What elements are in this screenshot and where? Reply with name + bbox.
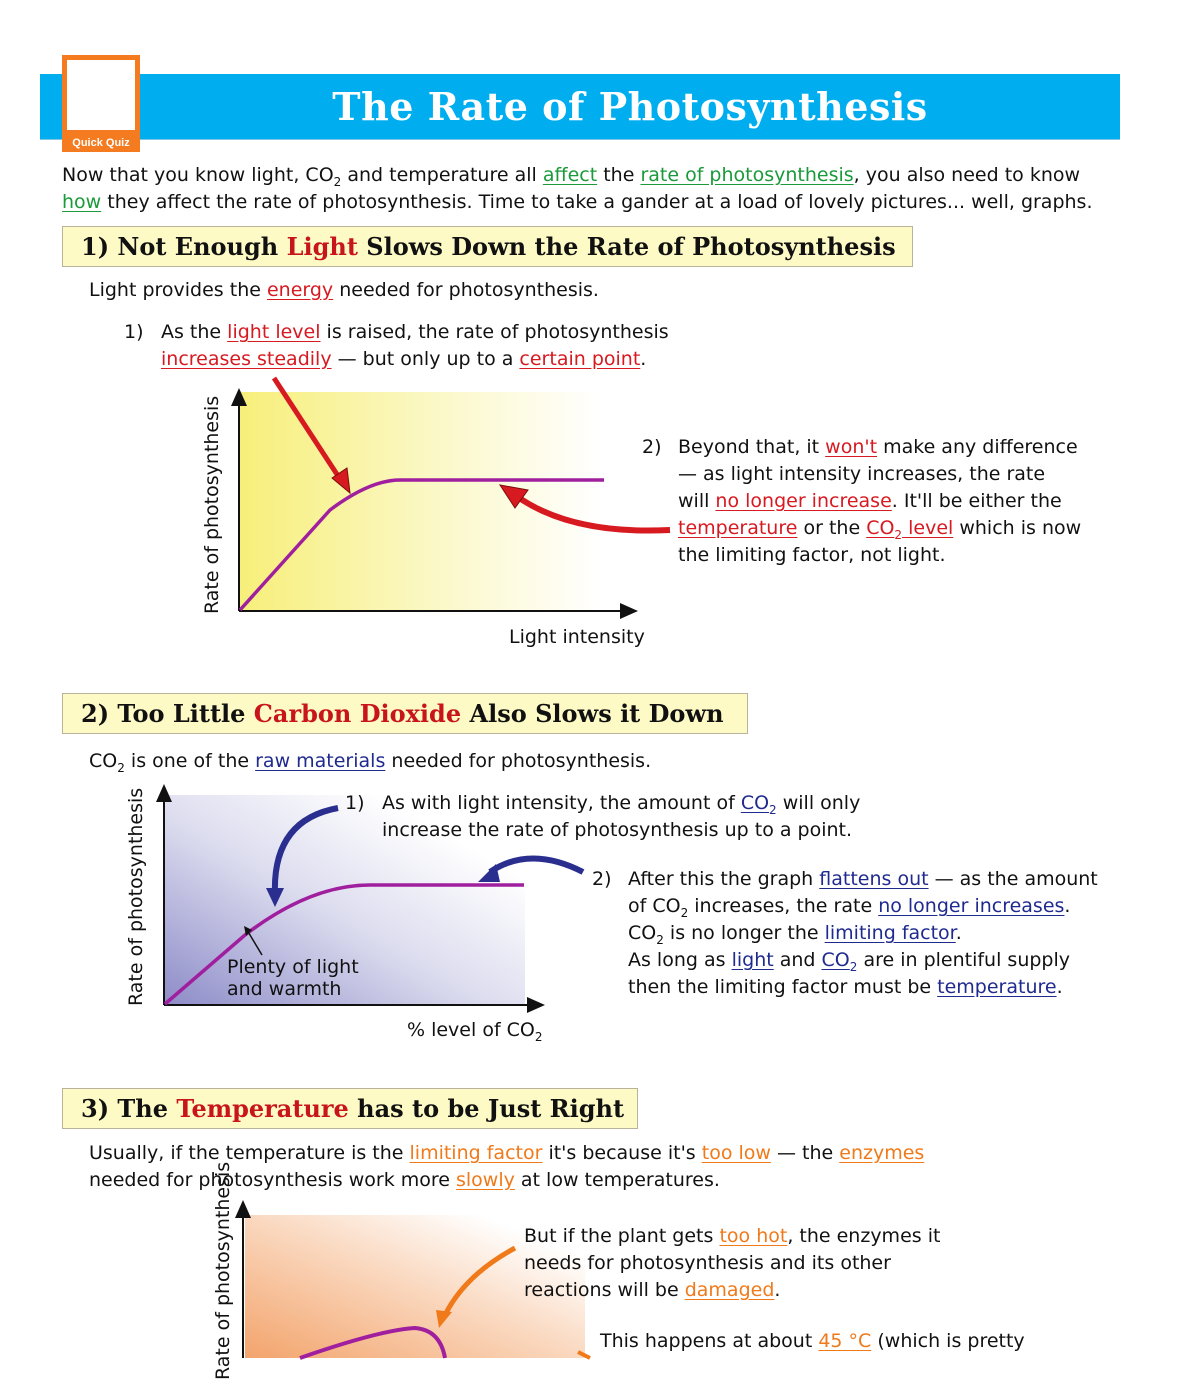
link-damaged[interactable]: damaged [684, 1279, 775, 1301]
link-raw-materials[interactable]: raw materials [255, 750, 386, 772]
section-2-point-2-num: 2) [592, 868, 612, 890]
section-2-lead: $CO_2$ is one of the raw materials needed for photosynthesis. [89, 750, 652, 775]
link-co2-level[interactable]: $CO_2$ level [866, 517, 954, 542]
link-affect[interactable]: affect [542, 164, 598, 186]
link-increases-steadily[interactable]: increases steadily [161, 348, 332, 370]
graph-2-x-axis-label: % level of $CO_2$ [407, 1019, 543, 1044]
section-2-heading: 2) Too Little Carbon Dioxide Also Slows it Down [62, 693, 748, 734]
link-co2-supply[interactable]: $CO_2$ [821, 949, 858, 974]
link-enzymes[interactable]: enzymes [839, 1142, 925, 1164]
link-certain-point[interactable]: certain point [519, 348, 641, 370]
section-1-lead: Light provides the energy needed for photosynthesis. [89, 279, 599, 301]
section-1-heading: 1) Not Enough Light Slows Down the Rate of Photosynthesis [62, 226, 913, 267]
intro-line-1: Now that you know light, $CO_2$ and temperature all affect the rate of photosynthesis, you also need to know [62, 164, 1081, 189]
link-rate-of-photosynthesis[interactable]: rate of photosynthesis [640, 164, 854, 186]
link-co2[interactable]: $CO_2$ [740, 792, 777, 817]
section-1-point-1: As the light level is raised, the rate of photosynthesis increases steadily — but only up to a certain point. [161, 321, 669, 370]
link-flattens-out[interactable]: flattens out [819, 868, 929, 890]
section-2-point-1: As with light intensity, the amount of $CO_2$ will only increase the rate of photosynthesis up to a point. [382, 792, 861, 841]
link-temperature[interactable]: temperature [678, 517, 798, 539]
section-1-point-2-num: 2) [642, 436, 662, 458]
link-too-hot[interactable]: too hot [719, 1225, 788, 1247]
section-3-lead: Usually, if the temperature is the limiting factor it's because it's too low — the enzymes needed for photosynthesis work more slowly at low temperatures. [89, 1142, 925, 1191]
quick-quiz-label: Quick Quiz [72, 137, 130, 149]
graph-1-y-axis-label: Rate of photosynthesis [201, 395, 223, 614]
section-3-note-2: This happens at about 45 °C (which is pretty [600, 1330, 1025, 1352]
section-2-point-2: After this the graph flattens out — as the amount of $CO_2$ increases, the rate no longer increases. $CO_2$ is no longer the limiting factor. As long as light and $CO_2$ are in plentiful supply then the limiting factor must be temperature. [628, 868, 1098, 998]
graph-2-annotation: Plenty of light and warmth [227, 956, 359, 1000]
graph-2-y-axis-label: Rate of photosynthesis [125, 787, 147, 1006]
graph-3-y-axis-label: Rate of photosynthesis [212, 1161, 234, 1380]
link-how[interactable]: how [62, 191, 102, 213]
link-no-longer-increase[interactable]: no longer increase [715, 490, 892, 512]
link-no-longer-increases[interactable]: no longer increases [878, 895, 1065, 917]
link-energy[interactable]: energy [266, 279, 334, 301]
section-1-point-2: Beyond that, it won't make any difference — as light intensity increases, the rate will no longer increase. It'll be either the temperature or the $CO_2$ level which is now the limiting factor, not light. [678, 436, 1082, 566]
section-3-note-1: But if the plant gets too hot, the enzymes it needs for photosynthesis and its other reactions will be damaged. [524, 1225, 941, 1301]
link-temperature-2[interactable]: temperature [937, 976, 1057, 998]
link-wont[interactable]: won't [825, 436, 878, 458]
link-too-low[interactable]: too low [701, 1142, 771, 1164]
section-1-point-1-num: 1) [124, 321, 144, 343]
link-limiting-factor[interactable]: limiting factor [824, 922, 956, 944]
graph-1-x-axis-label: Light intensity [509, 626, 645, 648]
section-2-point-1-num: 1) [345, 792, 365, 814]
link-light[interactable]: light [731, 949, 774, 971]
link-45c[interactable]: 45 °C [818, 1330, 872, 1352]
intro-line-2: how they affect the rate of photosynthesis. Time to take a gander at a load of lovely pictures... well, graphs. [62, 191, 1093, 213]
link-slowly[interactable]: slowly [456, 1169, 515, 1191]
link-light-level[interactable]: light level [227, 321, 321, 343]
section-3-heading: 3) The Temperature has to be Just Right [62, 1088, 638, 1129]
page-title: The Rate of Photosynthesis [332, 84, 928, 129]
link-limiting-factor-3[interactable]: limiting factor [409, 1142, 543, 1164]
